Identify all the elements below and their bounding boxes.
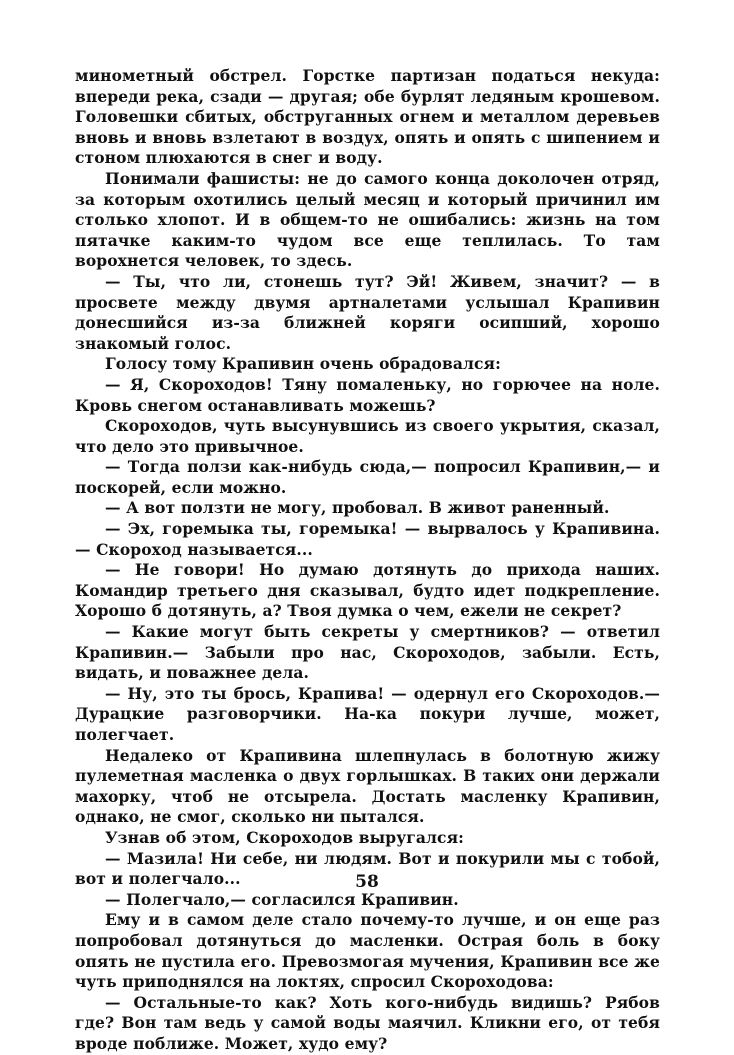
body-text [75, 66, 660, 1055]
paragraph-13: Недалеко от Крапивина шлепнулась в болотную жижу пулеметная масленка о двух горлышках. В таких они держали махорку, чтоб не отсырела. Достать масленку Крапивин, однако, не смог, сколько ни пытался. [75, 745, 660, 827]
paragraph-10: — Не говори! Но думаю дотянуть до прихода наших. Командир третьего дня сказывал, будто идет подкрепление. Хорошо б дотянуть, а? Твоя думка о чем, ежели не секрет? [75, 560, 660, 621]
paragraph-18: — Остальные-то как? Хоть кого-нибудь видишь? Рябов где? Вон там ведь у самой воды маячил. Кликни его, от тебя вроде поближе. Может, худо ему? [75, 992, 660, 1053]
paragraph-12: — Ну, это ты брось, Крапива! — одернул его Скороходов.— Дурацкие разговорчики. На-ка покури лучше, может, полегчает. [75, 683, 660, 744]
page-number: 58 [355, 872, 379, 892]
paragraph-1: минометный обстрел. Горстке партизан податься некуда: впереди река, сзади — другая; обе бурлят ледяным крошевом. Головешки сбитых, обструганных огнем и металлом деревьев вновь и вновь взлетают в воздух, опять и опять с шипением и стоном плюхаются в снег и воду. [75, 66, 660, 168]
paragraph-15: — Мазила! Ни себе, ни людям. Вот и покурили мы с тобой, вот и полегчало... [75, 848, 660, 889]
paragraph-3: — Ты, что ли, стонешь тут? Эй! Живем, значит? — в просвете между двумя артналетами услышал Крапивин донесшийся из-за ближней коряги осипший, хорошо знакомый голос. [75, 271, 660, 353]
paragraph-9: — Эх, горемыка ты, горемыка! — вырвалось у Крапивина.— Скороход называется... [75, 519, 660, 559]
paragraph-4: Голосу тому Крапивин очень обрадовался: [105, 354, 501, 374]
paragraph-11: — Какие могут быть секреты у смертников? — ответил Крапивин.— Забыли про нас, Скороходов, забыли. Есть, видать, и поважнее дела. [75, 622, 660, 683]
paragraph-8: — А вот ползти не могу, пробовал. В живот раненный. [105, 498, 610, 518]
paragraph-6: Скороходов, чуть высунувшись из своего укрытия, сказал, что дело это привычное. [75, 416, 660, 456]
paragraph-16: — Полегчало,— согласился Крапивин. [105, 889, 459, 909]
paragraph-7: — Тогда ползи как-нибудь сюда,— попросил Крапивин,— и поскорей, если можно. [75, 457, 660, 497]
paragraph-5: — Я, Скороходов! Тяну помаленьку, но горючее на ноле. Кровь снегом останавливать можешь? [75, 374, 660, 415]
paragraph-14: Узнав об этом, Скороходов выругался: [105, 827, 464, 847]
paragraph-17: Ему и в самом деле стало почему-то лучше, и он еще раз попробовал дотянуться до масленки. Острая боль в боку опять не пустила его. Превозмогая мучения, Крапивин все же чуть приподнялся на локтях, спросил Скороходова: [75, 910, 660, 992]
paragraph-2: Понимали фашисты: не до самого конца доколочен отряд, за которым охотились целый месяц и который причинил им столько хлопот. И в общем-то не ошибались: жизнь на том пятачке каким-то чудом все еще теплилась. То там ворохнется человек, то здесь. [75, 168, 660, 271]
